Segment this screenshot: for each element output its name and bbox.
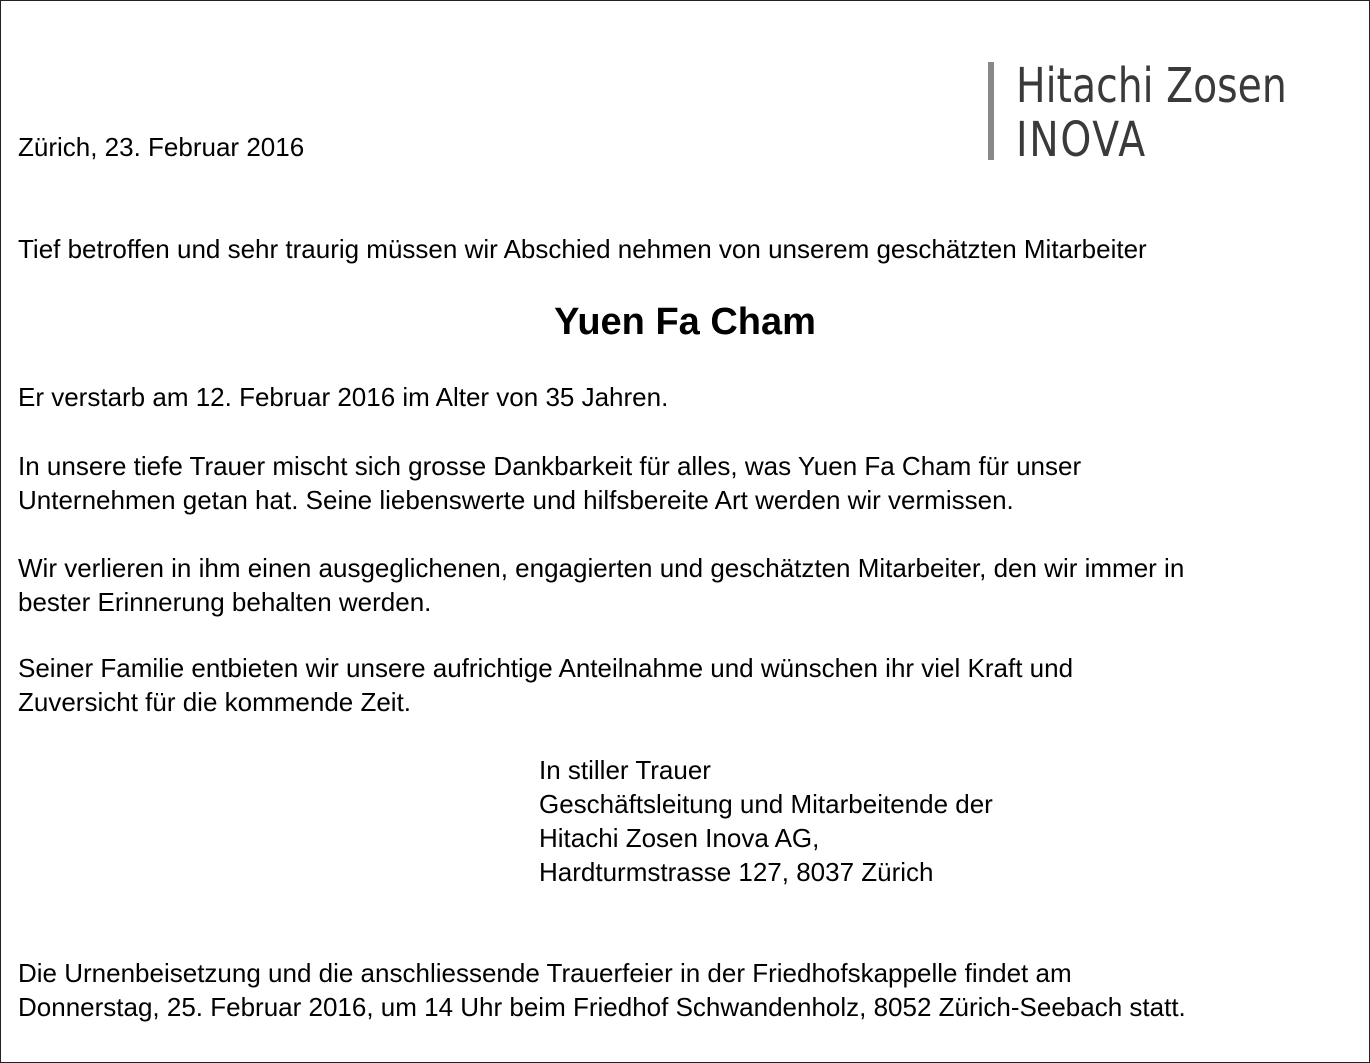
deceased-name: Yuen Fa Cham: [554, 301, 816, 343]
paragraph-condolences: [18, 651, 1358, 719]
funeral-line: Die Urnenbeisetzung und die anschliessende Trauerfeier in der Friedhofskappelle findet am: [18, 958, 1072, 988]
signature-block: [539, 753, 993, 889]
logo-line-1: Hitachi Zosen: [1016, 58, 1287, 114]
paragraph-line: bester Erinnerung behalten werden.: [18, 587, 432, 617]
paragraph-line: In unsere tiefe Trauer mischt sich grosse Dankbarkeit für alles, was Yuen Fa Cham für unser: [18, 451, 1082, 481]
signature-line: In stiller Trauer: [539, 755, 711, 785]
death-notice: Er verstarb am 12. Februar 2016 im Alter von 35 Jahren.: [18, 382, 669, 412]
paragraph-line: Seiner Familie entbieten wir unsere aufrichtige Anteilnahme und wünschen ihr viel Kraft und: [18, 653, 1074, 683]
company-logo: [988, 58, 1348, 168]
paragraph-memory: [18, 551, 1358, 619]
signature-line: Geschäftsleitung und Mitarbeitende der: [539, 789, 993, 819]
logo-bar: [988, 62, 994, 160]
intro-text: Tief betroffen und sehr traurig müssen wir Abschied nehmen von unserem geschätzten Mitarbeiter: [18, 234, 1147, 264]
paragraph-line: Unternehmen getan hat. Seine liebenswerte und hilfsbereite Art werden wir vermissen.: [18, 485, 1014, 515]
paragraph-line: Wir verlieren in ihm einen ausgeglichenen, engagierten und geschätzten Mitarbeiter, den wir immer in: [18, 553, 1185, 583]
paragraph-line: Zuversicht für die kommende Zeit.: [18, 687, 412, 717]
date-line: Zürich, 23. Februar 2016: [18, 132, 305, 162]
signature-line: Hitachi Zosen Inova AG,: [539, 823, 820, 853]
paragraph-gratitude: [18, 449, 1358, 517]
signature-line: Hardturmstrasse 127, 8037 Zürich: [539, 857, 934, 887]
funeral-notice: [18, 956, 1358, 1024]
funeral-line: Donnerstag, 25. Februar 2016, um 14 Uhr beim Friedhof Schwandenholz, 8052 Zürich-Seebach statt.: [18, 992, 1186, 1022]
logo-line-2: INOVA: [1016, 112, 1147, 168]
